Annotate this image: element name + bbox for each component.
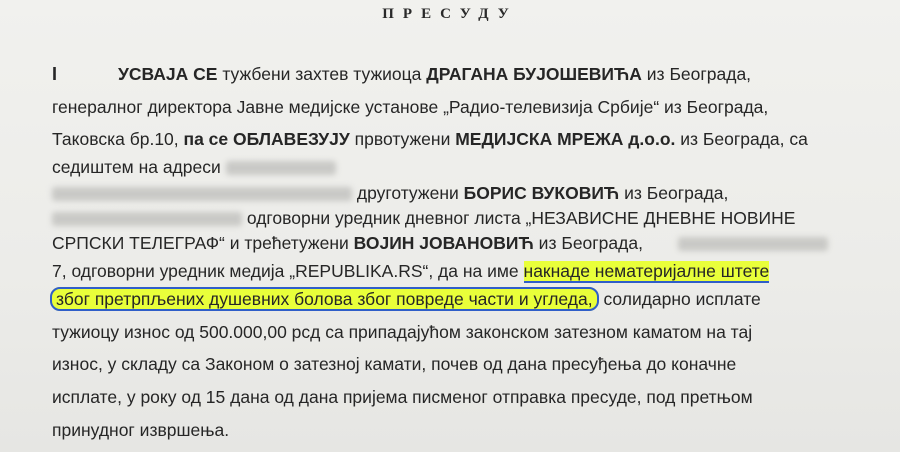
line-3-part-3: првотужени (349, 129, 456, 149)
highlighted-phrase-2: због претрпљених душевних болова због повреде части и угледа, (50, 287, 599, 311)
line-7-part-1: 7, одговорни уредник медија „REPUBLIKA.RS“, да на име (52, 261, 524, 281)
text-line-5 (52, 206, 795, 230)
faded-margin-text (760, 4, 791, 20)
plaintiff-name: ДРАГАНА БУЈОШЕВИЋА (426, 64, 642, 84)
line-6-part-1: СРПСКИ ТЕЛЕГРАФ“ и трећетужени (52, 233, 354, 253)
text-line-9 (52, 320, 752, 344)
line-6-part-3: из Београда, (533, 233, 643, 253)
first-defendant-name: МЕДИЈСКА МРЕЖА д.о.о. (455, 129, 676, 149)
second-defendant-name: БОРИС ВУКОВИЋ (463, 183, 620, 203)
text-line-10 (52, 352, 736, 376)
text-line-11 (52, 385, 753, 409)
line-1-part-2: тужбени захтев тужиоца (217, 64, 427, 84)
text-line-6 (52, 231, 828, 255)
verdict-heading: ПРЕСУДУ (382, 6, 518, 22)
line-3-part-5: из Београда, са (675, 129, 808, 149)
line-4-part-1: седиштем на адреси (52, 157, 226, 177)
redacted-address-3 (678, 237, 828, 251)
line-8-part-2: солидарно исплате (598, 289, 761, 309)
text-line-3 (52, 127, 808, 151)
redacted-address-continued (52, 187, 352, 201)
redacted-address-2 (52, 212, 242, 226)
text-line-2 (52, 95, 768, 119)
line-2-text: генералног директора Јавне медијске установе „Радио-телевизија Србије“ из Београда, (52, 97, 769, 117)
text-line-7 (52, 259, 769, 283)
line-12-text: принудног извршења. (52, 420, 230, 440)
line-1-part-4: из Београда, (641, 64, 752, 84)
text-line-1 (118, 62, 751, 86)
line-4-part-2: друготужени (356, 183, 464, 203)
line-5-text: одговорни уредник дневног листа „НЕЗАВИСНЕ ДНЕВНЕ НОВИНЕ (246, 208, 796, 228)
line-3-part-1: Таковска бр.10, (52, 129, 184, 149)
line-10-text: износ, у складу са Законом о затезној камати, почев од дана пресуђења до коначне (52, 354, 737, 374)
line-11-text: исплате, у року од 15 дана од дана пријема писменог отправка пресуде, под претњом (52, 387, 753, 407)
redacted-address (226, 161, 336, 175)
ruling-accepted: УСВАЈА СЕ (118, 64, 218, 84)
text-line-4b (52, 181, 728, 205)
obligation-phrase: па се ОБЛАВЕЗУЈУ (183, 129, 350, 149)
third-defendant-name: ВОЈИН ЈОВАНОВИЋ (353, 233, 534, 253)
text-line-12 (52, 418, 229, 442)
line-9-text: тужиоцу износ од 500.000,00 рсд са припадајућом законском затезном каматом на тај (52, 322, 753, 342)
text-line-4 (52, 155, 336, 179)
line-4-part-4: из Београда, (619, 183, 729, 203)
text-line-8 (50, 287, 761, 311)
section-number: I (52, 64, 58, 84)
highlighted-phrase-1: накнаде нематеријалне штете (523, 261, 770, 281)
